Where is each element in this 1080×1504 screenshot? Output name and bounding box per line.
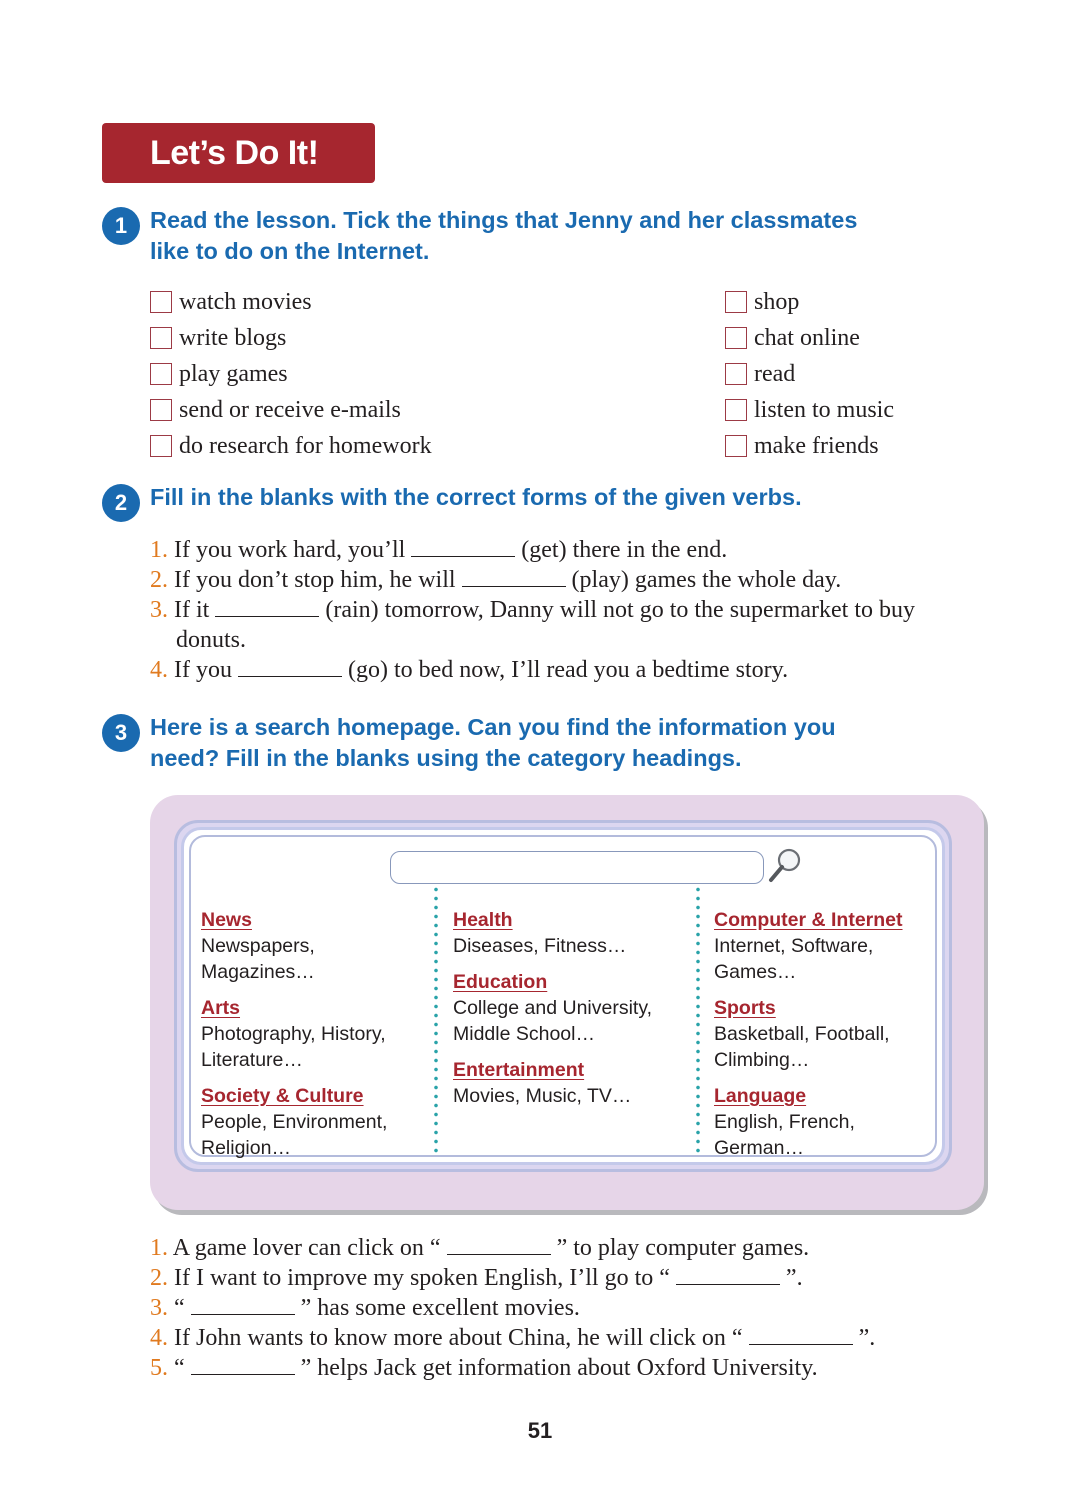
check-item-label: shop <box>754 288 800 315</box>
answer-blank[interactable] <box>447 1235 551 1255</box>
check-item[interactable] <box>725 356 894 392</box>
exercise-3-heading <box>102 712 836 774</box>
category-desc: Movies, Music, TV… <box>453 1085 632 1107</box>
category-link[interactable]: Entertainment <box>453 1059 585 1081</box>
checklist-right <box>725 284 894 464</box>
check-item-label: chat online <box>754 324 860 351</box>
category-desc: People, Environment, <box>201 1111 388 1133</box>
exercise-2-list <box>150 535 915 685</box>
answer-blank[interactable] <box>676 1265 780 1285</box>
check-item[interactable] <box>150 356 432 392</box>
column-divider <box>696 885 700 1155</box>
check-item[interactable] <box>150 284 432 320</box>
category-link[interactable]: Language <box>714 1085 807 1107</box>
category-desc: Basketball, Football, <box>714 1023 890 1045</box>
exercise-1-instruction-line1: Read the lesson. Tick the things that Jenny and her classmates <box>150 207 858 233</box>
question-text-after: ” helps Jack get information about Oxford University. <box>300 1355 818 1381</box>
category-desc: Literature… <box>201 1049 303 1071</box>
frame-border-inner <box>181 827 945 1165</box>
check-item[interactable] <box>150 428 432 464</box>
check-item-label: read <box>754 360 796 387</box>
question-number: 3. <box>150 597 168 623</box>
answer-blank[interactable] <box>191 1355 295 1375</box>
question-text-before: A game lover can click on “ <box>172 1235 441 1261</box>
check-item-label: write blogs <box>179 324 287 351</box>
question-text-after: ”. <box>785 1265 803 1291</box>
exercise-1-instruction-line2: like to do on the Internet. <box>150 238 430 264</box>
question-row <box>150 1263 875 1293</box>
question-number: 4. <box>150 657 168 683</box>
category-link[interactable]: Computer & Internet <box>714 909 903 931</box>
checkbox[interactable] <box>725 399 747 421</box>
answer-blank[interactable] <box>215 597 319 617</box>
answer-blank[interactable] <box>191 1295 295 1315</box>
category-desc: Newspapers, <box>201 935 315 957</box>
question-row <box>150 1323 875 1353</box>
exercise-2-instruction: Fill in the blanks with the correct forms of the given verbs. <box>150 484 802 510</box>
category-column-1 <box>201 907 387 1171</box>
checkbox[interactable] <box>725 291 747 313</box>
question-row <box>150 1233 875 1263</box>
check-item[interactable] <box>725 428 894 464</box>
search-input[interactable] <box>390 851 764 884</box>
checkbox[interactable] <box>150 363 172 385</box>
question-text-after: (rain) tomorrow, Danny will not go to the supermarket to buy <box>325 597 915 623</box>
category-arts <box>201 995 387 1073</box>
checkbox[interactable] <box>150 435 172 457</box>
question-number: 1. <box>150 537 168 563</box>
question-text-before: If you work hard, you’ll <box>174 537 406 563</box>
exercise-number-badge: 2 <box>102 484 140 522</box>
check-item[interactable] <box>725 320 894 356</box>
category-desc: Photography, History, <box>201 1023 386 1045</box>
category-computer-internet <box>714 907 903 985</box>
category-desc: College and University, <box>453 997 653 1019</box>
check-item[interactable] <box>725 284 894 320</box>
check-item[interactable] <box>150 392 432 428</box>
question-text-after: ”. <box>858 1325 876 1351</box>
category-language <box>714 1083 903 1161</box>
category-health <box>453 907 652 959</box>
question-number: 3. <box>150 1295 168 1321</box>
check-item-label: send or receive e-mails <box>179 396 401 423</box>
answer-blank[interactable] <box>462 567 566 587</box>
question-number: 2. <box>150 567 168 593</box>
question-text-before: If it <box>174 597 210 623</box>
question-row <box>150 595 915 625</box>
category-entertainment <box>453 1057 652 1109</box>
exercise-3-questions <box>150 1233 875 1383</box>
category-link[interactable]: Health <box>453 909 513 931</box>
category-desc: Religion… <box>201 1137 291 1159</box>
question-number: 5. <box>150 1355 168 1381</box>
category-desc: German… <box>714 1137 804 1159</box>
exercise-3-instruction-line1: Here is a search homepage. Can you find the information you <box>150 714 836 740</box>
checkbox[interactable] <box>150 327 172 349</box>
category-link[interactable]: Society & Culture <box>201 1085 364 1107</box>
question-row <box>150 1293 875 1323</box>
question-text-after: ” to play computer games. <box>556 1235 810 1261</box>
search-homepage-frame <box>150 795 984 1210</box>
check-item-label: play games <box>179 360 288 387</box>
question-text-before: If you <box>174 657 232 683</box>
exercise-number-badge: 1 <box>102 207 140 245</box>
question-text-before: “ <box>174 1295 185 1321</box>
checklist-left <box>150 284 432 464</box>
question-row <box>150 535 915 565</box>
question-text-after: (play) games the whole day. <box>571 567 842 593</box>
column-divider <box>434 885 438 1155</box>
answer-blank[interactable] <box>749 1325 853 1345</box>
question-row <box>150 655 915 685</box>
exercise-1-heading <box>102 205 857 267</box>
frame-border <box>174 820 952 1172</box>
page-number: 51 <box>527 1418 553 1443</box>
category-desc: Diseases, Fitness… <box>453 935 627 957</box>
checkbox[interactable] <box>725 363 747 385</box>
check-item[interactable] <box>150 320 432 356</box>
category-desc: Middle School… <box>453 1023 595 1045</box>
search-homepage-panel <box>189 835 937 1157</box>
question-number: 2. <box>150 1265 168 1291</box>
category-link[interactable]: News <box>201 909 252 931</box>
category-link[interactable]: Arts <box>201 997 241 1019</box>
question-text-before: If I want to improve my spoken English, I’ll go to “ <box>174 1265 670 1291</box>
question-row <box>150 565 915 595</box>
category-desc: Games… <box>714 961 797 983</box>
check-item-label: do research for homework <box>179 432 432 459</box>
exercise-3-instruction-line2: need? Fill in the blanks using the category headings. <box>150 745 742 771</box>
question-text-before: If you don’t stop him, he will <box>174 567 456 593</box>
question-text-before: “ <box>174 1355 185 1381</box>
category-column-3 <box>714 907 903 1171</box>
category-desc: Climbing… <box>714 1049 810 1071</box>
question-number: 4. <box>150 1325 168 1351</box>
question-text-after: ” has some excellent movies. <box>300 1295 580 1321</box>
question-text-after: (go) to bed now, I’ll read you a bedtime story. <box>347 657 789 683</box>
category-link[interactable]: Sports <box>714 997 776 1019</box>
checkbox[interactable] <box>150 399 172 421</box>
category-desc: Magazines… <box>201 961 315 983</box>
question-row <box>150 1353 875 1383</box>
answer-blank[interactable] <box>238 657 342 677</box>
category-society-culture <box>201 1083 387 1161</box>
checkbox[interactable] <box>725 327 747 349</box>
category-sports <box>714 995 903 1073</box>
exercise-2-heading <box>102 482 802 522</box>
check-item-label: watch movies <box>179 288 312 315</box>
category-column-2 <box>453 907 652 1119</box>
category-education <box>453 969 652 1047</box>
exercise-number-badge: 3 <box>102 714 140 752</box>
checkbox[interactable] <box>725 435 747 457</box>
checkbox[interactable] <box>150 291 172 313</box>
category-desc: English, French, <box>714 1111 855 1133</box>
answer-blank[interactable] <box>411 537 515 557</box>
category-desc: Internet, Software, <box>714 935 874 957</box>
section-banner: Let’s Do It! <box>102 123 375 183</box>
question-text-before: If John wants to know more about China, he will click on “ <box>174 1325 743 1351</box>
category-link[interactable]: Education <box>453 971 548 993</box>
question-number: 1. <box>150 1235 168 1261</box>
magnifier-icon[interactable] <box>767 847 803 885</box>
question-continuation: donuts. <box>176 627 247 653</box>
check-item-label: listen to music <box>754 396 894 423</box>
category-news <box>201 907 387 985</box>
check-item-label: make friends <box>754 432 879 459</box>
question-text-after: (get) there in the end. <box>521 537 728 563</box>
check-item[interactable] <box>725 392 894 428</box>
